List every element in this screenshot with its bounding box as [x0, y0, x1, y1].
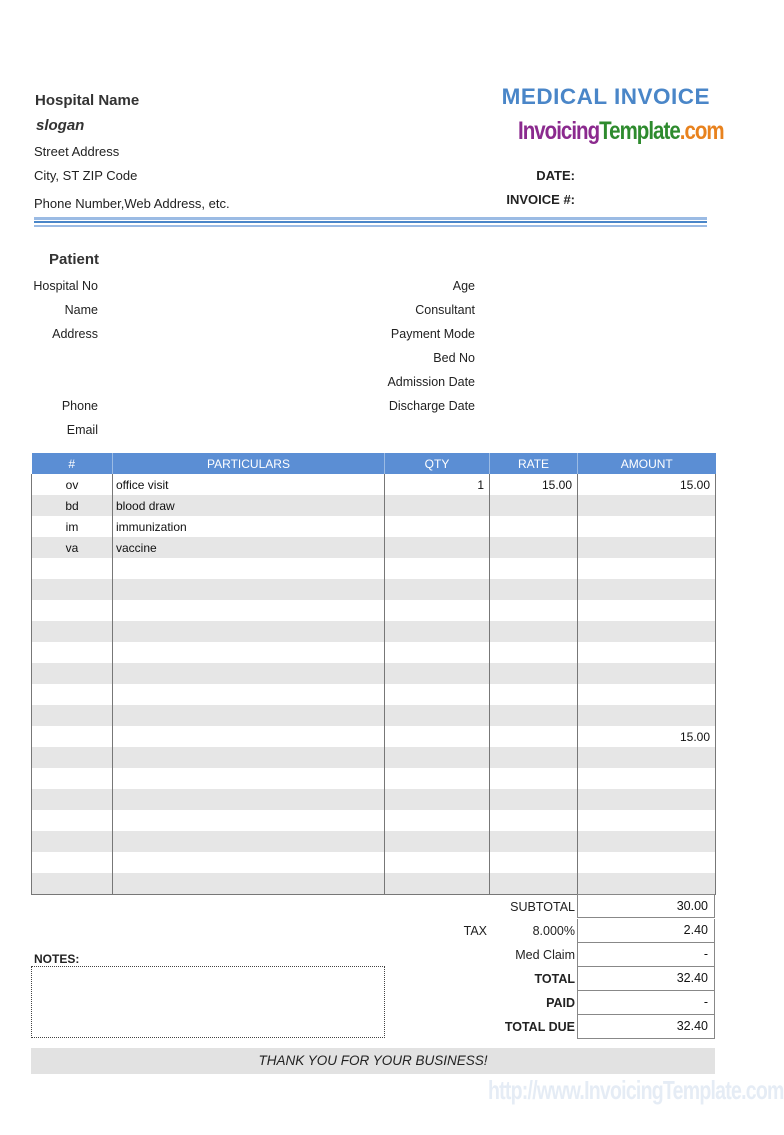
- table-row: [32, 852, 716, 873]
- item-code: [32, 789, 113, 810]
- table-row: [32, 537, 716, 558]
- item-rate: [490, 621, 578, 642]
- watermark: http://www.InvoicingTemplate.com: [488, 1075, 784, 1105]
- item-particulars: [113, 705, 385, 726]
- item-code: [32, 600, 113, 621]
- paid-label: PAID: [546, 996, 575, 1010]
- item-amount: [578, 705, 716, 726]
- table-row: [32, 516, 716, 537]
- item-qty: [385, 810, 490, 831]
- item-code: ov: [32, 474, 113, 495]
- col-header-amount: AMOUNT: [578, 453, 716, 474]
- table-row: [32, 726, 716, 747]
- col-header-particulars: PARTICULARS: [113, 453, 385, 474]
- item-particulars: [113, 852, 385, 873]
- item-rate: [490, 831, 578, 852]
- table-row: [32, 579, 716, 600]
- item-qty: [385, 579, 490, 600]
- col-header-number: #: [32, 453, 113, 474]
- med-claim-value: -: [577, 943, 715, 967]
- item-code: [32, 663, 113, 684]
- item-code: [32, 852, 113, 873]
- item-rate: [490, 663, 578, 684]
- item-amount: [578, 768, 716, 789]
- item-qty: [385, 663, 490, 684]
- table-row: [32, 642, 716, 663]
- item-particulars: [113, 768, 385, 789]
- invoicingtemplate-logo: [518, 117, 724, 146]
- table-row: [32, 810, 716, 831]
- item-amount: [578, 516, 716, 537]
- admission-date-label: Admission Date: [387, 375, 475, 389]
- item-particulars: [113, 873, 385, 894]
- subtotal-label: SUBTOTAL: [510, 900, 575, 914]
- item-particulars: [113, 642, 385, 663]
- tax-label: TAX: [463, 924, 487, 938]
- item-code: [32, 810, 113, 831]
- item-qty: [385, 516, 490, 537]
- age-label: Age: [452, 279, 475, 293]
- date-label: DATE:: [536, 168, 575, 183]
- total-label: TOTAL: [534, 972, 575, 986]
- patient-phone-label: Phone: [61, 399, 98, 413]
- item-particulars: [113, 831, 385, 852]
- item-rate: [490, 558, 578, 579]
- item-rate: [490, 642, 578, 663]
- item-amount: 15.00: [578, 726, 716, 747]
- item-amount: [578, 621, 716, 642]
- item-code: [32, 831, 113, 852]
- total-due-value: 32.40: [577, 1015, 715, 1039]
- item-code: im: [32, 516, 113, 537]
- item-rate: [490, 579, 578, 600]
- total-value: 32.40: [577, 967, 715, 991]
- total-due-label: TOTAL DUE: [504, 1020, 575, 1034]
- item-amount: [578, 600, 716, 621]
- item-amount: [578, 873, 716, 894]
- item-qty: [385, 537, 490, 558]
- item-amount: [578, 663, 716, 684]
- hospital-name: Hospital Name: [35, 92, 140, 109]
- item-qty: [385, 726, 490, 747]
- item-rate: [490, 600, 578, 621]
- item-qty: [385, 831, 490, 852]
- item-code: [32, 873, 113, 894]
- table-row: [32, 705, 716, 726]
- item-particulars: blood draw: [113, 495, 385, 516]
- item-particulars: [113, 684, 385, 705]
- header-divider-top: [34, 217, 707, 220]
- item-rate: [490, 684, 578, 705]
- item-qty: [385, 852, 490, 873]
- item-qty: [385, 558, 490, 579]
- item-particulars: immunization: [113, 516, 385, 537]
- table-row: [32, 768, 716, 789]
- item-amount: [578, 537, 716, 558]
- col-header-qty: QTY: [385, 453, 490, 474]
- slogan: slogan: [36, 117, 85, 134]
- item-code: [32, 768, 113, 789]
- item-particulars: [113, 747, 385, 768]
- item-amount: [578, 642, 716, 663]
- hospital-no-label: Hospital No: [33, 279, 98, 293]
- item-rate: [490, 852, 578, 873]
- item-qty: [385, 621, 490, 642]
- item-qty: 1: [385, 474, 490, 495]
- item-rate: [490, 495, 578, 516]
- table-row: [32, 873, 716, 894]
- patient-name-label: Name: [64, 303, 98, 317]
- item-particulars: [113, 579, 385, 600]
- table-header-row: [32, 453, 716, 474]
- table-row: [32, 558, 716, 579]
- table-row: [32, 663, 716, 684]
- item-particulars: [113, 558, 385, 579]
- col-header-rate: RATE: [490, 453, 578, 474]
- table-row: [32, 621, 716, 642]
- payment-mode-label: Payment Mode: [390, 327, 475, 341]
- thank-you-banner: THANK YOU FOR YOUR BUSINESS!: [31, 1048, 715, 1074]
- item-amount: [578, 747, 716, 768]
- invoice-title: MEDICAL INVOICE: [501, 84, 710, 109]
- city-state-zip: City, ST ZIP Code: [34, 168, 138, 183]
- item-qty: [385, 873, 490, 894]
- item-amount: [578, 579, 716, 600]
- items-table: [31, 453, 716, 895]
- logo-part-1: Invoicing: [518, 117, 600, 145]
- table-row: [32, 474, 716, 495]
- item-qty: [385, 747, 490, 768]
- item-qty: [385, 600, 490, 621]
- header-divider-mid: [34, 221, 707, 223]
- item-amount: [578, 495, 716, 516]
- street-address: Street Address: [34, 144, 120, 159]
- tax-rate: 8.000%: [532, 924, 575, 938]
- item-rate: 15.00: [490, 474, 578, 495]
- item-particulars: [113, 600, 385, 621]
- item-rate: [490, 789, 578, 810]
- table-row: [32, 600, 716, 621]
- item-rate: [490, 810, 578, 831]
- item-code: va: [32, 537, 113, 558]
- item-rate: [490, 705, 578, 726]
- item-particulars: [113, 663, 385, 684]
- table-row: [32, 747, 716, 768]
- item-code: [32, 579, 113, 600]
- item-qty: [385, 684, 490, 705]
- invoice-number-label: INVOICE #:: [506, 192, 575, 207]
- table-row: [32, 684, 716, 705]
- consultant-label: Consultant: [415, 303, 475, 317]
- table-row: [32, 831, 716, 852]
- item-amount: [578, 789, 716, 810]
- patient-email-label: Email: [66, 423, 98, 437]
- item-code: [32, 684, 113, 705]
- item-rate: [490, 516, 578, 537]
- item-particulars: [113, 810, 385, 831]
- item-code: [32, 705, 113, 726]
- item-amount: [578, 831, 716, 852]
- bed-no-label: Bed No: [433, 351, 475, 365]
- item-qty: [385, 768, 490, 789]
- item-amount: [578, 558, 716, 579]
- notes-field[interactable]: [31, 966, 385, 1038]
- item-amount: [578, 684, 716, 705]
- item-rate: [490, 747, 578, 768]
- item-code: [32, 558, 113, 579]
- table-row: [32, 789, 716, 810]
- item-rate: [490, 768, 578, 789]
- item-qty: [385, 705, 490, 726]
- item-rate: [490, 726, 578, 747]
- table-row: [32, 495, 716, 516]
- header-divider-bottom: [34, 225, 707, 227]
- discharge-date-label: Discharge Date: [388, 399, 475, 413]
- item-qty: [385, 495, 490, 516]
- logo-part-2: Template: [599, 117, 680, 145]
- item-code: [32, 621, 113, 642]
- paid-value: -: [577, 991, 715, 1015]
- subtotal-value: 30.00: [577, 894, 715, 918]
- patient-address-label: Address: [52, 327, 98, 341]
- contact-info: Phone Number,Web Address, etc.: [34, 196, 230, 211]
- item-amount: 15.00: [578, 474, 716, 495]
- item-code: [32, 726, 113, 747]
- item-particulars: vaccine: [113, 537, 385, 558]
- item-amount: [578, 810, 716, 831]
- item-rate: [490, 537, 578, 558]
- tax-value: 2.40: [577, 919, 715, 943]
- med-claim-label: Med Claim: [515, 948, 575, 962]
- item-code: [32, 747, 113, 768]
- item-particulars: office visit: [113, 474, 385, 495]
- item-amount: [578, 852, 716, 873]
- item-qty: [385, 789, 490, 810]
- item-particulars: [113, 726, 385, 747]
- item-particulars: [113, 789, 385, 810]
- patient-heading: Patient: [49, 251, 100, 268]
- item-qty: [385, 642, 490, 663]
- notes-label: NOTES:: [34, 952, 80, 966]
- item-particulars: [113, 621, 385, 642]
- item-rate: [490, 873, 578, 894]
- logo-part-3: .com: [679, 117, 724, 145]
- item-code: bd: [32, 495, 113, 516]
- item-code: [32, 642, 113, 663]
